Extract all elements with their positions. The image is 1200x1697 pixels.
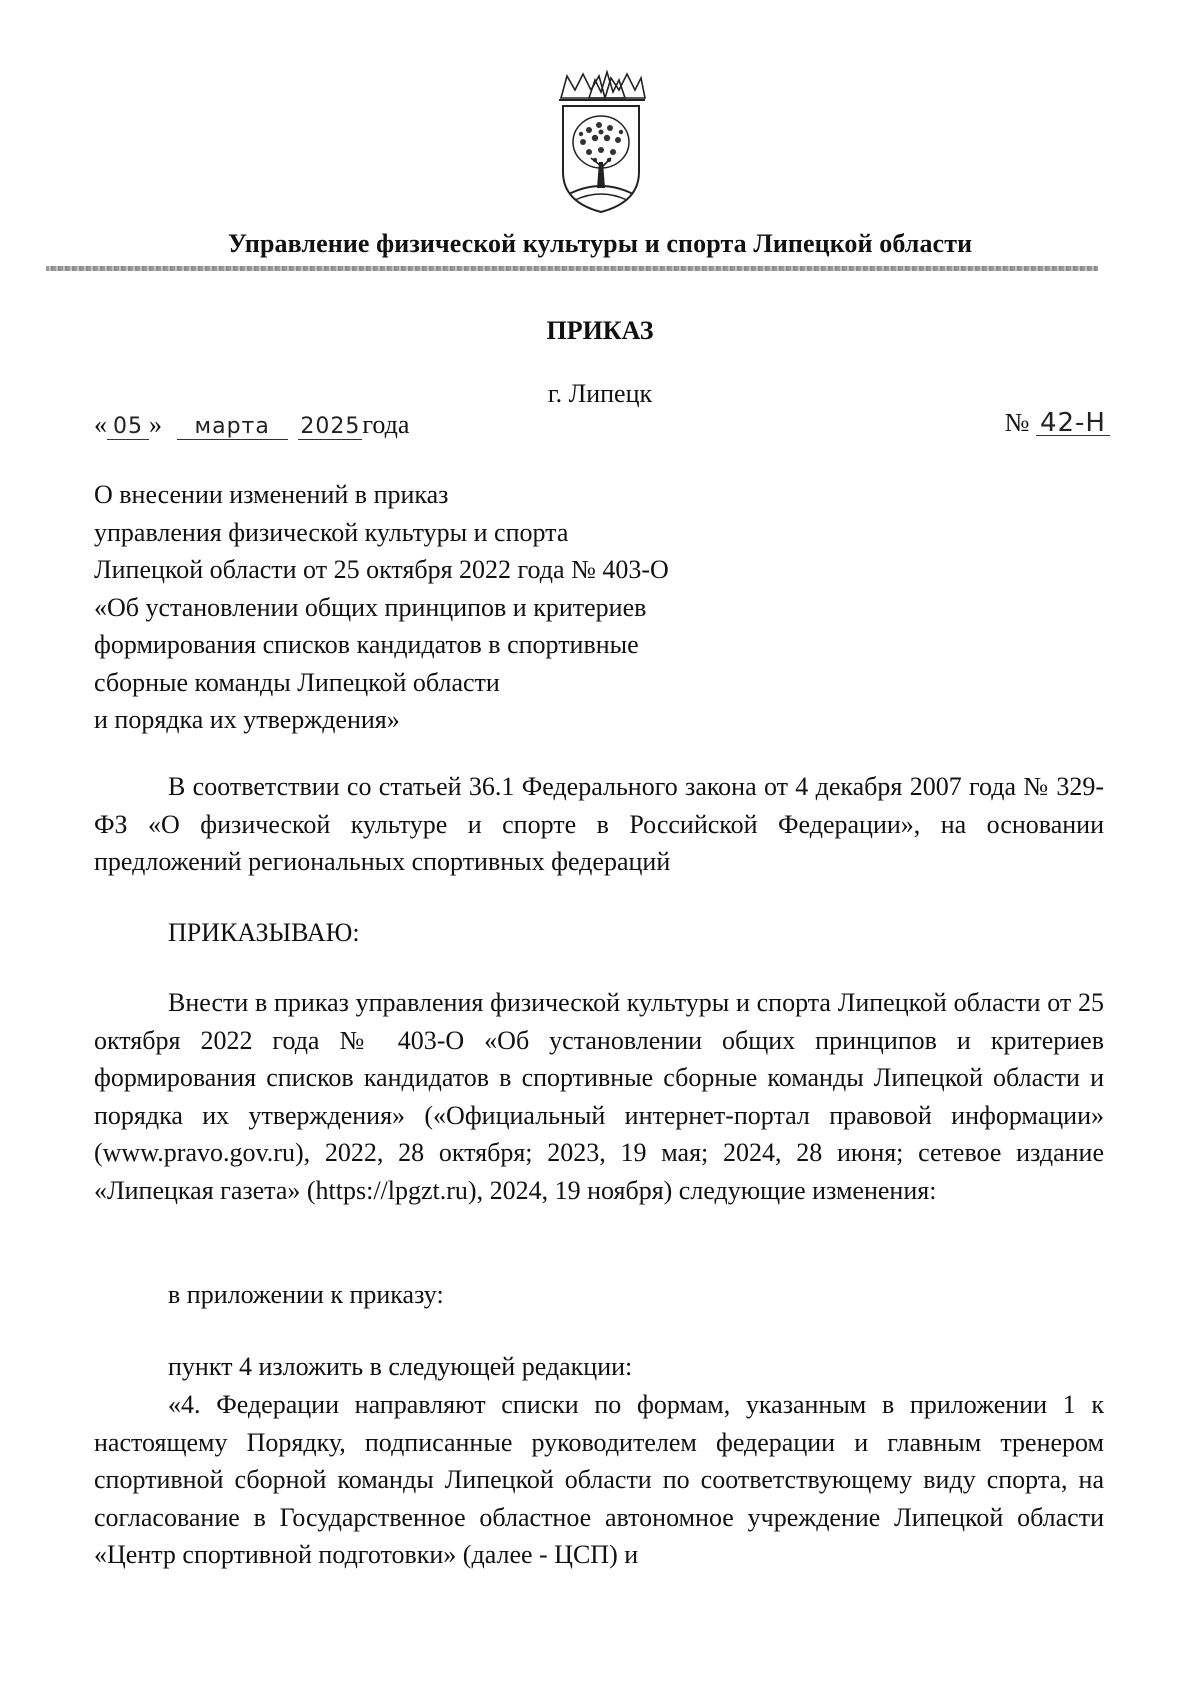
preamble-paragraph: В соответствии со статьей 36.1 Федерального закона от 4 декабря 2007 года № 329-ФЗ «О физической культуре и спорте в Российской Федерации», на основании предложений региональных спортивных федераций — [94, 772, 1104, 876]
date-month-handwritten: марта — [177, 415, 288, 440]
subject-line: «Об установлении общих принципов и критериев — [94, 592, 647, 622]
subject-line: и порядка их утверждения» — [94, 705, 400, 734]
document-type-title: ПРИКАЗ — [546, 316, 654, 345]
subject-line: О внесении изменений в приказ — [94, 480, 449, 509]
point-4-paragraph: «4. Федерации направляют списки по формам, указанным в приложении 1 к настоящему Порядку, подписанные руководителем федерации и главным тренером спортивной сборной команды Липецкой области по соответствующему виду спорта, на согласование в Государственное областное автономное учреждение Липецкой области «Центр спортивной подготовки» (далее - ЦСП) и — [94, 1390, 1104, 1569]
document-city: г. Липецк — [547, 379, 653, 408]
subject-line: управления физической культуры и спорта — [94, 517, 569, 547]
document-number — [1005, 408, 1110, 438]
number-value-handwritten: 42-Н — [1036, 411, 1110, 436]
main-paragraph: Внести в приказ управления физической культуры и спорта Липецкой области от 25 октября 2022 года № 403-О «Об установлении общих принципов и критериев формирования списков кандидатов в спортивные сборные команды Липецкой области и порядка их утверждения» («Официальный интернет-портал правовой информации» (www.pravo.gov.ru), 2022, 28 октября; 2023, 19 мая; 2024, 28 июня; сетевое издание «Липецкая газета» (https://lpgzt.ru), 2024, 19 ноября) следующие изменения: — [94, 988, 1104, 1205]
header-divider — [46, 266, 1098, 271]
date-day-handwritten: 05 — [107, 415, 149, 440]
subject-line: Липецкой области от 25 октября 2022 года № 403-О — [94, 555, 669, 584]
date-open-quote: « — [94, 410, 107, 439]
organization-name: Управление физической культуры и спорта Липецкой области — [227, 229, 973, 258]
subject-line: формирования списков кандидатов в спортивные — [94, 630, 639, 659]
document-date — [94, 410, 409, 440]
appendix-intro: в приложении к приказу: — [168, 1280, 444, 1309]
number-prefix: № — [1004, 408, 1030, 437]
date-close-quote: » — [149, 410, 162, 439]
document-subject — [94, 476, 734, 739]
order-word: ПРИКАЗЫВАЮ: — [168, 918, 360, 947]
date-year-handwritten: 2025 — [300, 414, 361, 439]
coat-of-arms-icon — [553, 70, 649, 216]
subject-line: сборные команды Липецкой области — [94, 667, 500, 697]
point-intro: пункт 4 изложить в следующей редакции: — [168, 1352, 633, 1381]
date-suffix: года — [362, 410, 410, 439]
